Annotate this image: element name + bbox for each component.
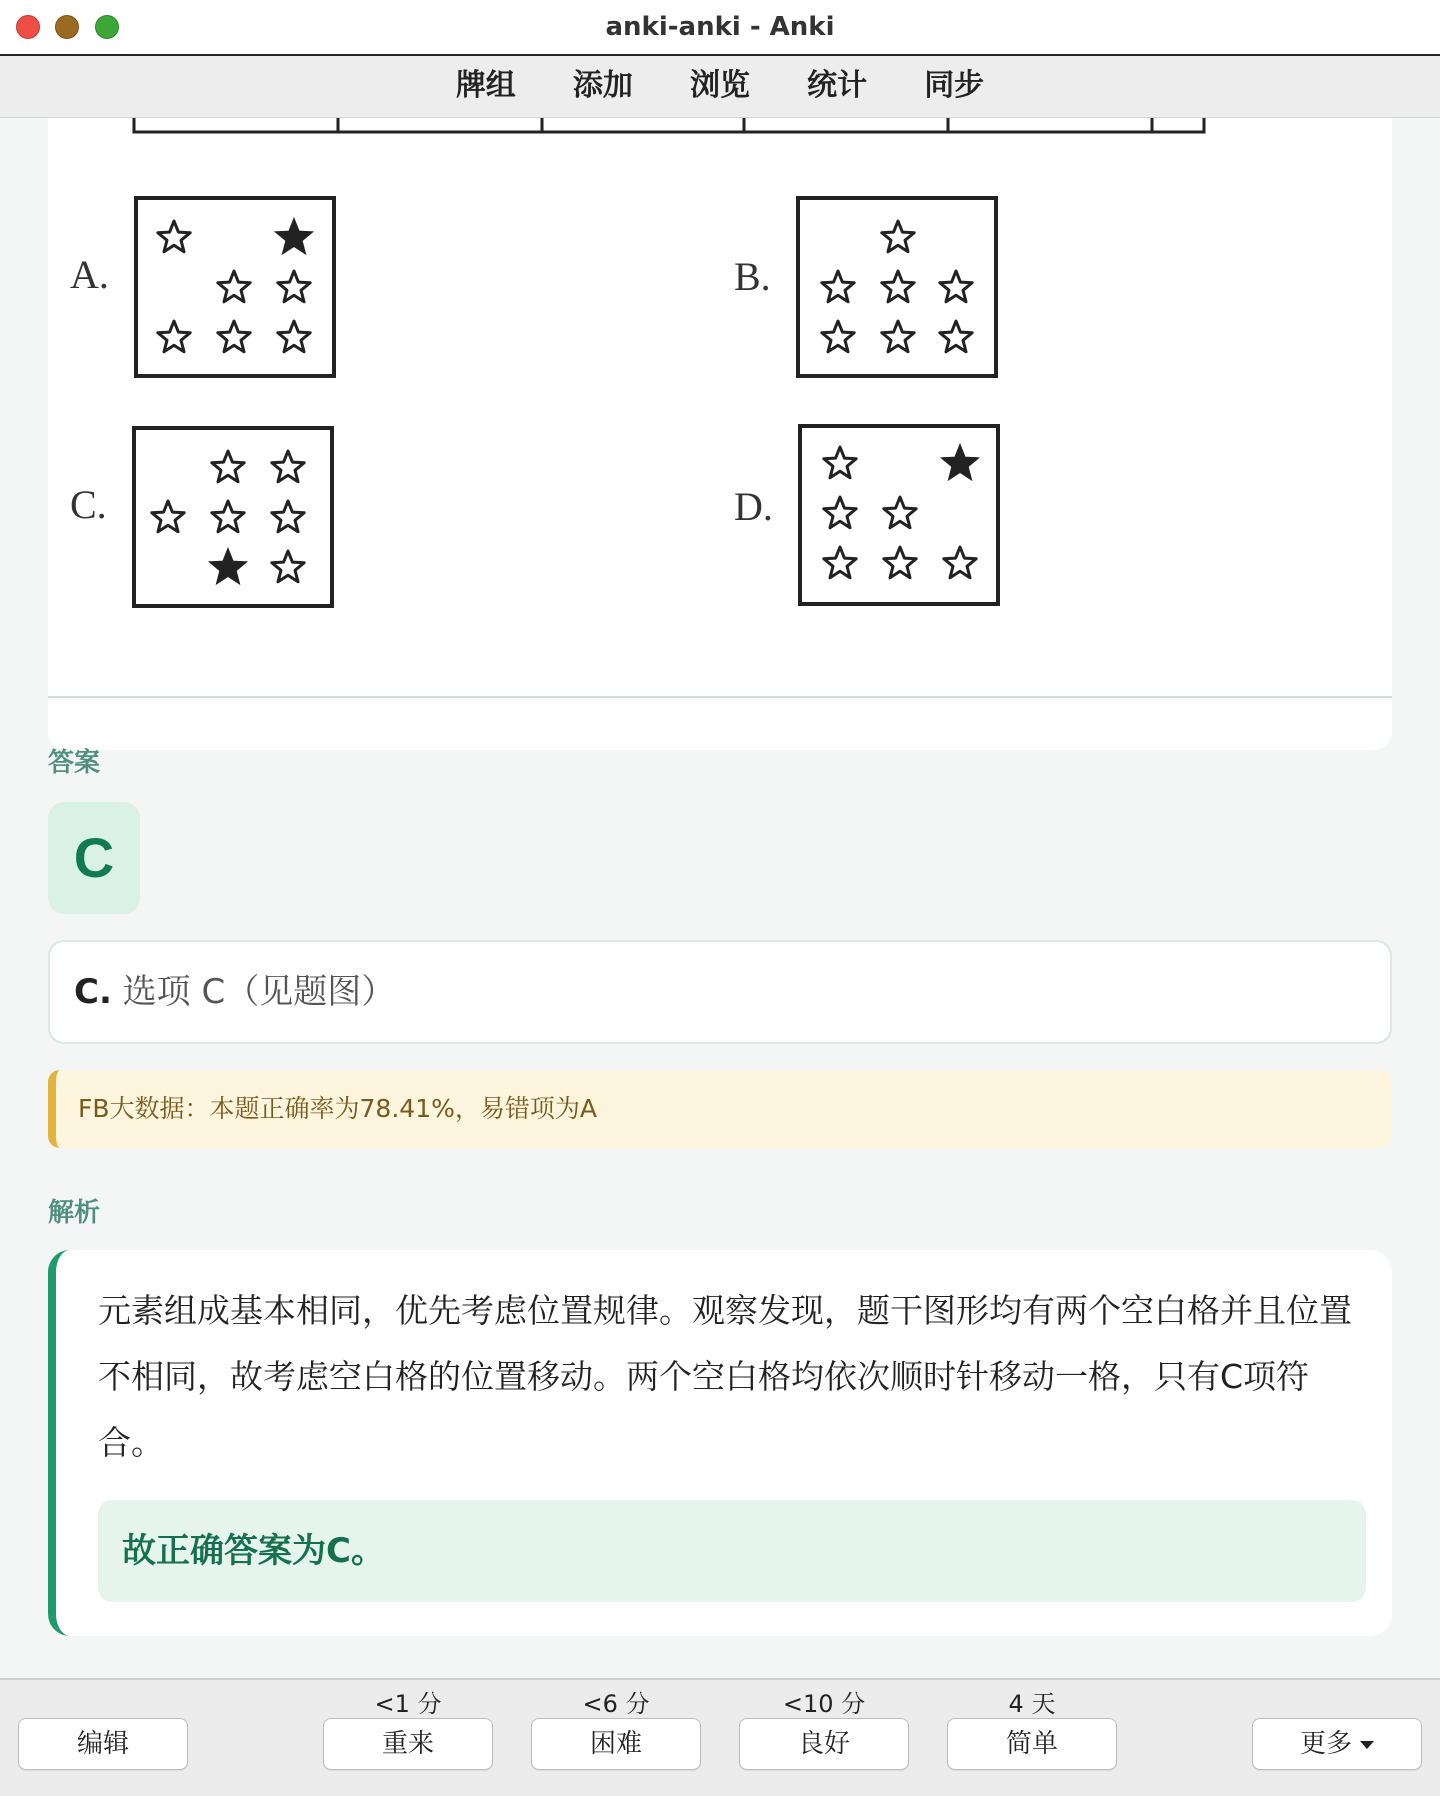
correct-option-box — [48, 940, 1392, 1044]
star-icon — [218, 271, 250, 302]
toolbar-browse[interactable]: 浏览 — [690, 68, 750, 103]
again-interval: <1 分 — [374, 1690, 442, 1718]
question-stem-row — [134, 118, 1204, 132]
star-icon — [824, 497, 856, 528]
question-figure — [48, 118, 1392, 750]
filled-star-icon — [278, 221, 310, 252]
star-icon — [882, 271, 914, 302]
title-bar — [0, 0, 1440, 56]
answer-divider — [48, 696, 1392, 698]
star-icon — [272, 451, 304, 482]
star-icon — [940, 271, 972, 302]
correct-option-letter: C. — [74, 972, 112, 1012]
question-card — [48, 118, 1392, 750]
star-icon — [212, 501, 244, 532]
answer-letter-badge: C — [48, 802, 140, 914]
option-a-label: A. — [70, 252, 109, 297]
accuracy-stats: FB大数据：本题正确率为78.41%，易错项为A — [48, 1070, 1392, 1148]
toolbar-decks[interactable]: 牌组 — [455, 68, 516, 103]
toolbar-stats[interactable]: 统计 — [807, 68, 868, 103]
star-icon — [882, 221, 914, 252]
star-icon — [272, 501, 304, 532]
star-icon — [278, 271, 310, 302]
answer-bar — [0, 1678, 1440, 1796]
filled-star-icon — [212, 551, 244, 582]
star-icon — [884, 547, 916, 578]
star-icon — [824, 547, 856, 578]
star-icon — [884, 497, 916, 528]
analysis-card — [48, 1250, 1392, 1636]
star-icon — [824, 447, 856, 478]
option-d-label: D. — [734, 484, 773, 529]
more-button-label: 更多 — [1299, 1729, 1352, 1759]
analysis-section-label: 解析 — [48, 1198, 101, 1228]
star-icon — [212, 451, 244, 482]
easy-button[interactable]: 简单 — [947, 1718, 1117, 1770]
toolbar-add[interactable]: 添加 — [572, 68, 633, 103]
filled-star-icon — [944, 447, 976, 478]
star-icon — [158, 321, 190, 352]
analysis-conclusion: 故正确答案为C。 — [98, 1500, 1366, 1602]
star-icon — [278, 321, 310, 352]
option-b-label: B. — [734, 254, 771, 299]
star-icon — [940, 321, 972, 352]
star-icon — [822, 321, 854, 352]
star-icon — [152, 501, 184, 532]
option-b-figure — [734, 198, 996, 376]
good-button[interactable]: 良好 — [739, 1718, 909, 1770]
main-toolbar — [0, 56, 1440, 118]
chevron-down-icon — [1360, 1741, 1374, 1749]
hard-button[interactable]: 困难 — [531, 1718, 701, 1770]
answer-section-label: 答案 — [48, 748, 101, 778]
analysis-text: 元素组成基本相同，优先考虑位置规律。观察发现，题干图形均有两个空白格并且位置不相同，故考虑空白格的位置移动。两个空白格均依次顺时针移动一格，只有C项符合。 — [98, 1291, 1352, 1462]
option-c-label: C. — [70, 482, 107, 527]
toolbar-sync[interactable]: 同步 — [924, 68, 985, 103]
good-interval: <10 分 — [782, 1690, 866, 1718]
star-icon — [158, 221, 190, 252]
edit-button[interactable]: 编辑 — [18, 1718, 188, 1770]
option-d-figure — [734, 426, 998, 604]
star-icon — [218, 321, 250, 352]
star-icon — [944, 547, 976, 578]
option-c-figure — [70, 428, 332, 606]
hard-interval: <6 分 — [582, 1690, 650, 1718]
star-icon — [272, 551, 304, 582]
option-a-figure — [70, 198, 334, 376]
more-button[interactable] — [1252, 1718, 1422, 1770]
window-title: anki-anki - Anki — [605, 12, 835, 42]
star-icon — [822, 271, 854, 302]
again-button[interactable]: 重来 — [323, 1718, 493, 1770]
review-content — [0, 118, 1440, 1678]
correct-option-text: 选项 C（见题图） — [111, 972, 396, 1012]
easy-interval: 4 天 — [1008, 1690, 1056, 1718]
star-icon — [882, 321, 914, 352]
